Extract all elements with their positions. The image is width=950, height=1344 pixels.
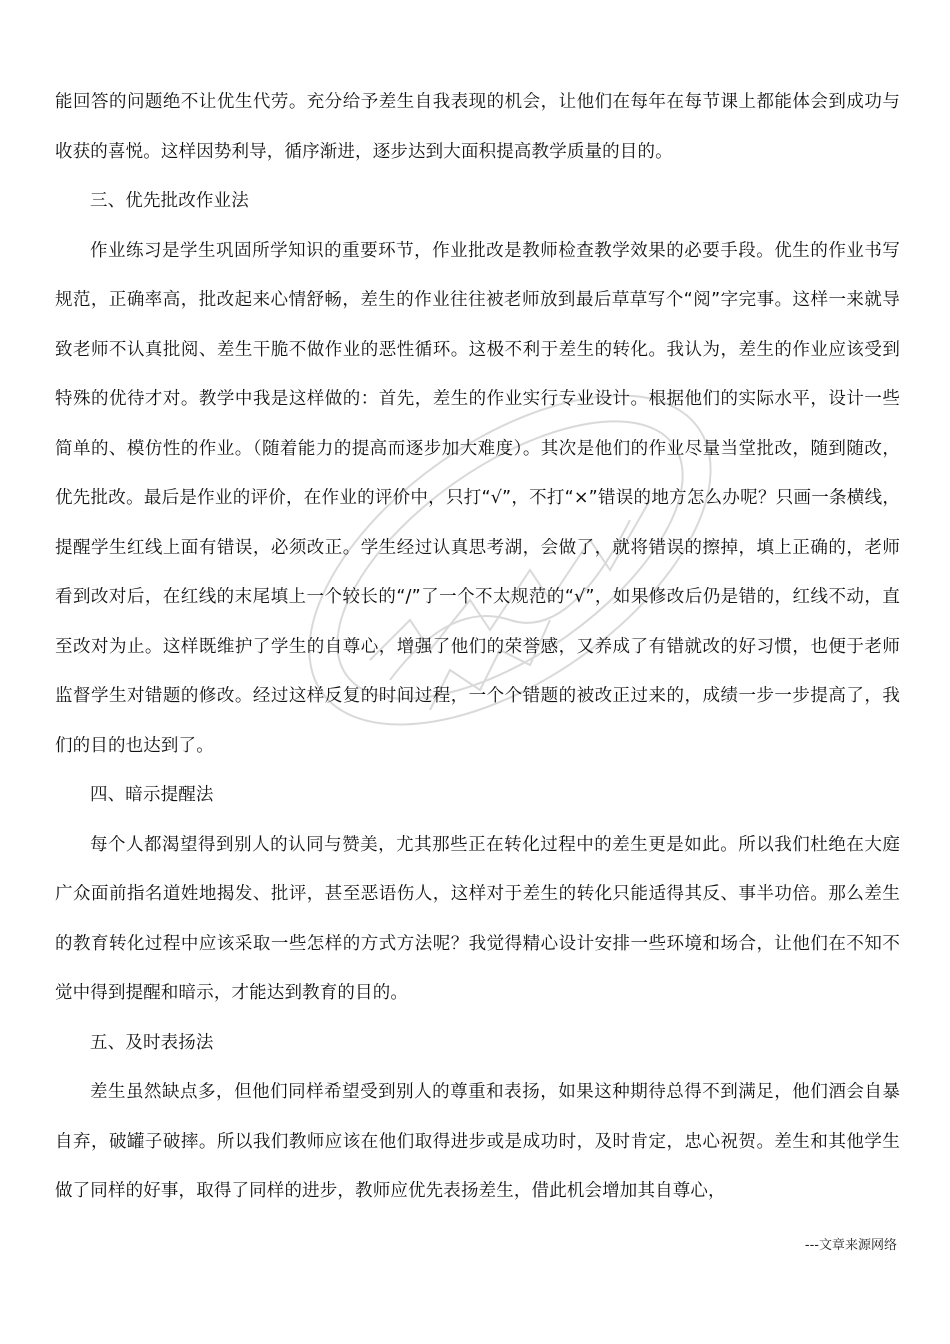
section-heading-5: 五、及时表扬法 <box>90 1032 214 1053</box>
article-body <box>55 78 900 1217</box>
paragraph-hint-reminder: 每个人都渴望得到别人的认同与赞美，尤其那些正在转化过程中的差生更是如此。所以我们杜绝在大庭广众面前指名道姓地揭发、批评，甚至恶语伤人，这样对于差生的转化只能适得其反、事半功倍。那么差生的教育转化过程中应该采取一些怎样的方式方法呢？我觉得精心设计安排一些环境和场合，让他们在不知不觉中得到提醒和暗示，才能达到教育的目的。 <box>55 834 900 1003</box>
paragraph-homework-correction: 作业练习是学生巩固所学知识的重要环节，作业批改是教师检查教学效果的必要手段。优生的作业书写规范，正确率高，批改起来心情舒畅，差生的作业往往被老师放到最后草草写个“阅”字完事。这样一来就导致老师不认真批阅、差生干脆不做作业的恶性循环。这极不利于差生的转化。我认为，差生的作业应该受到特殊的优待才对。教学中我是这样做的：首先，差生的作业实行专业设计。根据他们的实际水平，设计一些简单的、模仿性的作业。（随着能力的提高而逐步加大难度）。其次是他们的作业尽量当堂批改，随到随改，优先批改。最后是作业的评价，在作业的评价中，只打“√”，不打“×”错误的地方怎么办呢？只画一条横线，提醒学生红线上面有错误，必须改正。学生经过认真思考湖，会做了，就将错误的擦掉，填上正确的，老师看到改对后，在红线的末尾填上一个较长的“/”了一个不太规范的“√”，如果修改后仍是错的，红线不动，直至改对为止。这样既维护了学生的自尊心，增强了他们的荣誉感，又养成了有错就改的好习惯，也便于老师监督学生对错题的修改。经过这样反复的时间过程，一个个错题的被改正过来的，成绩一步一步提高了，我们的目的也达到了。 <box>55 240 900 756</box>
section-heading-4: 四、暗示提醒法 <box>90 785 214 805</box>
paragraph-timely-praise: 差生虽然缺点多，但他们同样希望受到别人的尊重和表扬，如果这种期待总得不到满足，他们酒会自暴自弃，破罐子破摔。所以我们教师应该在他们取得进步或是成功时，及时肯定，忠心祝贺。差生和其他学生做了同样的好事，取得了同样的进步，教师应优先表扬差生，借此机会增加其自尊心， <box>55 1082 900 1201</box>
section-heading-3: 三、优先批改作业法 <box>90 191 249 211</box>
source-footer: ---文章来源网络 <box>804 1238 897 1253</box>
paragraph-continuation: 能回答的问题绝不让优生代劳。充分给予差生自我表现的机会，让他们在每年在每节课上都能体会到成功与收获的喜悦。这样因势利导，循序渐进，逐步达到大面积提高教学质量的目的。 <box>55 92 900 162</box>
